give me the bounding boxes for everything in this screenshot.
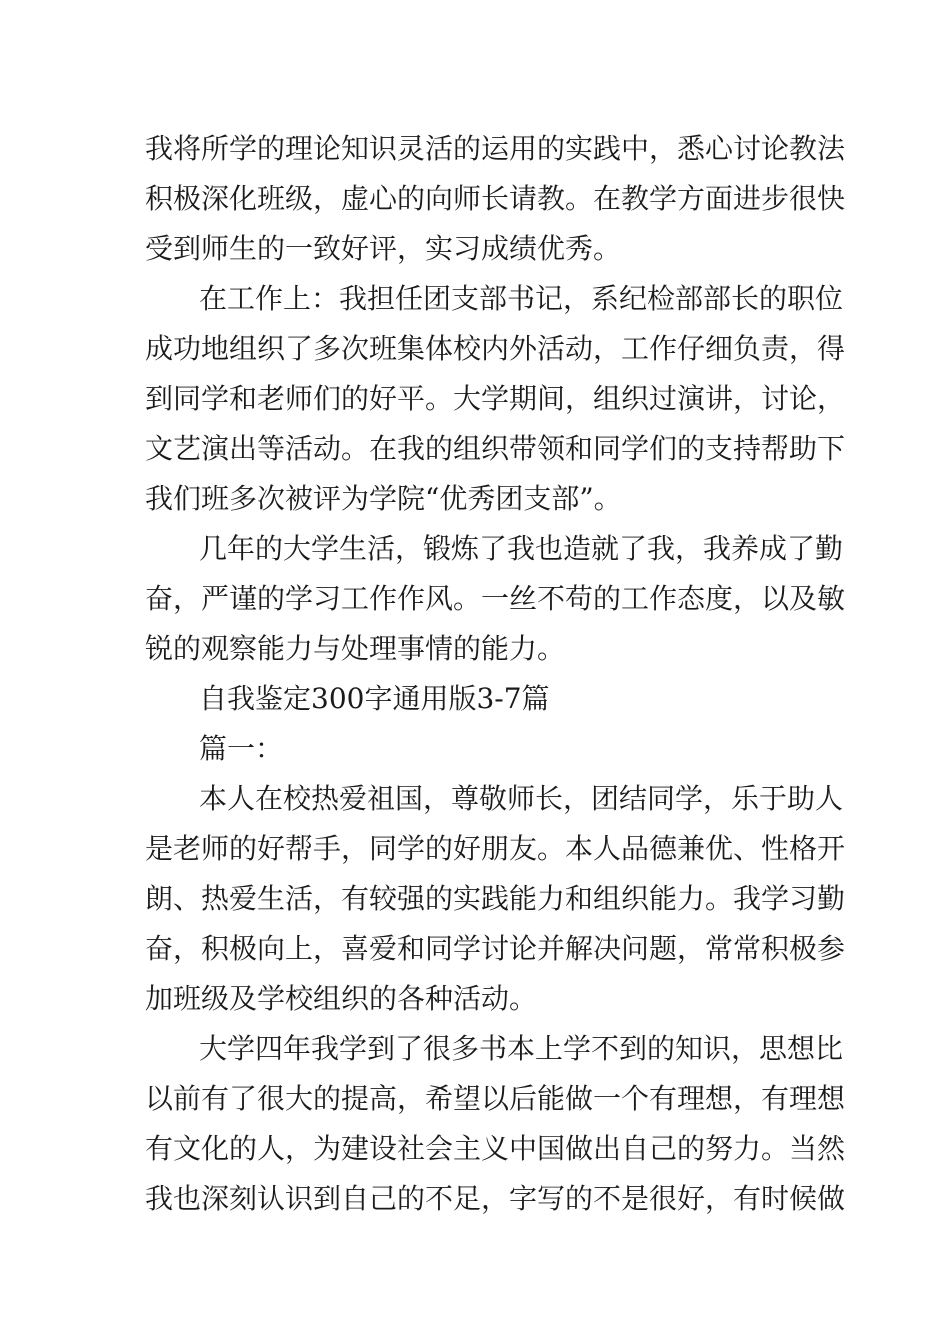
text-line: 受到师生的一致好评，实习成绩优秀。: [145, 232, 622, 265]
text-line: 加班级及学校组织的各种活动。: [145, 982, 538, 1015]
text-line: 我们班多次被评为学院“优秀团支部”。: [145, 482, 622, 515]
text-line: 积极深化班级，虚心的向师长请教。在教学方面进步很快: [145, 182, 846, 215]
text-line: 锐的观察能力与处理事情的能力。: [145, 632, 566, 665]
text-line: 在工作上：我担任团支部书记，系纪检部部长的职位: [199, 282, 844, 315]
section-title: 自我鉴定300字通用版3-7篇: [199, 682, 550, 715]
text-line: 朗、热爱生活，有较强的实践能力和组织能力。我学习勤: [145, 882, 846, 915]
text-line: 文艺演出等活动。在我的组织带领和同学们的支持帮助下: [145, 432, 846, 465]
text-line: 本人在校热爱祖国，尊敬师长，团结同学，乐于助人: [199, 782, 844, 815]
text-line: 奋，严谨的学习工作作风。一丝不苟的工作态度，以及敏: [145, 582, 846, 615]
text-line: 有文化的人，为建设社会主义中国做出自己的努力。当然: [145, 1132, 846, 1165]
text-line: 我将所学的理论知识灵活的运用的实践中，悉心讨论教法: [145, 132, 846, 165]
text-line: 是老师的好帮手，同学的好朋友。本人品德兼优、性格开: [145, 832, 846, 865]
text-line: 以前有了很大的提高，希望以后能做一个有理想，有理想: [145, 1082, 846, 1115]
text-line: 到同学和老师们的好平。大学期间，组织过演讲，讨论，: [145, 382, 846, 415]
chapter-heading: 篇一：: [199, 732, 284, 765]
text-line: 我也深刻认识到自己的不足，字写的不是很好，有时候做: [145, 1182, 846, 1215]
text-line: 几年的大学生活，锻炼了我也造就了我，我养成了勤: [199, 532, 844, 565]
text-line: 奋，积极向上，喜爱和同学讨论并解决问题，常常积极参: [145, 932, 846, 965]
text-line: 成功地组织了多次班集体校内外活动，工作仔细负责，得: [145, 332, 846, 365]
text-line: 大学四年我学到了很多书本上学不到的知识，思想比: [199, 1032, 844, 1065]
